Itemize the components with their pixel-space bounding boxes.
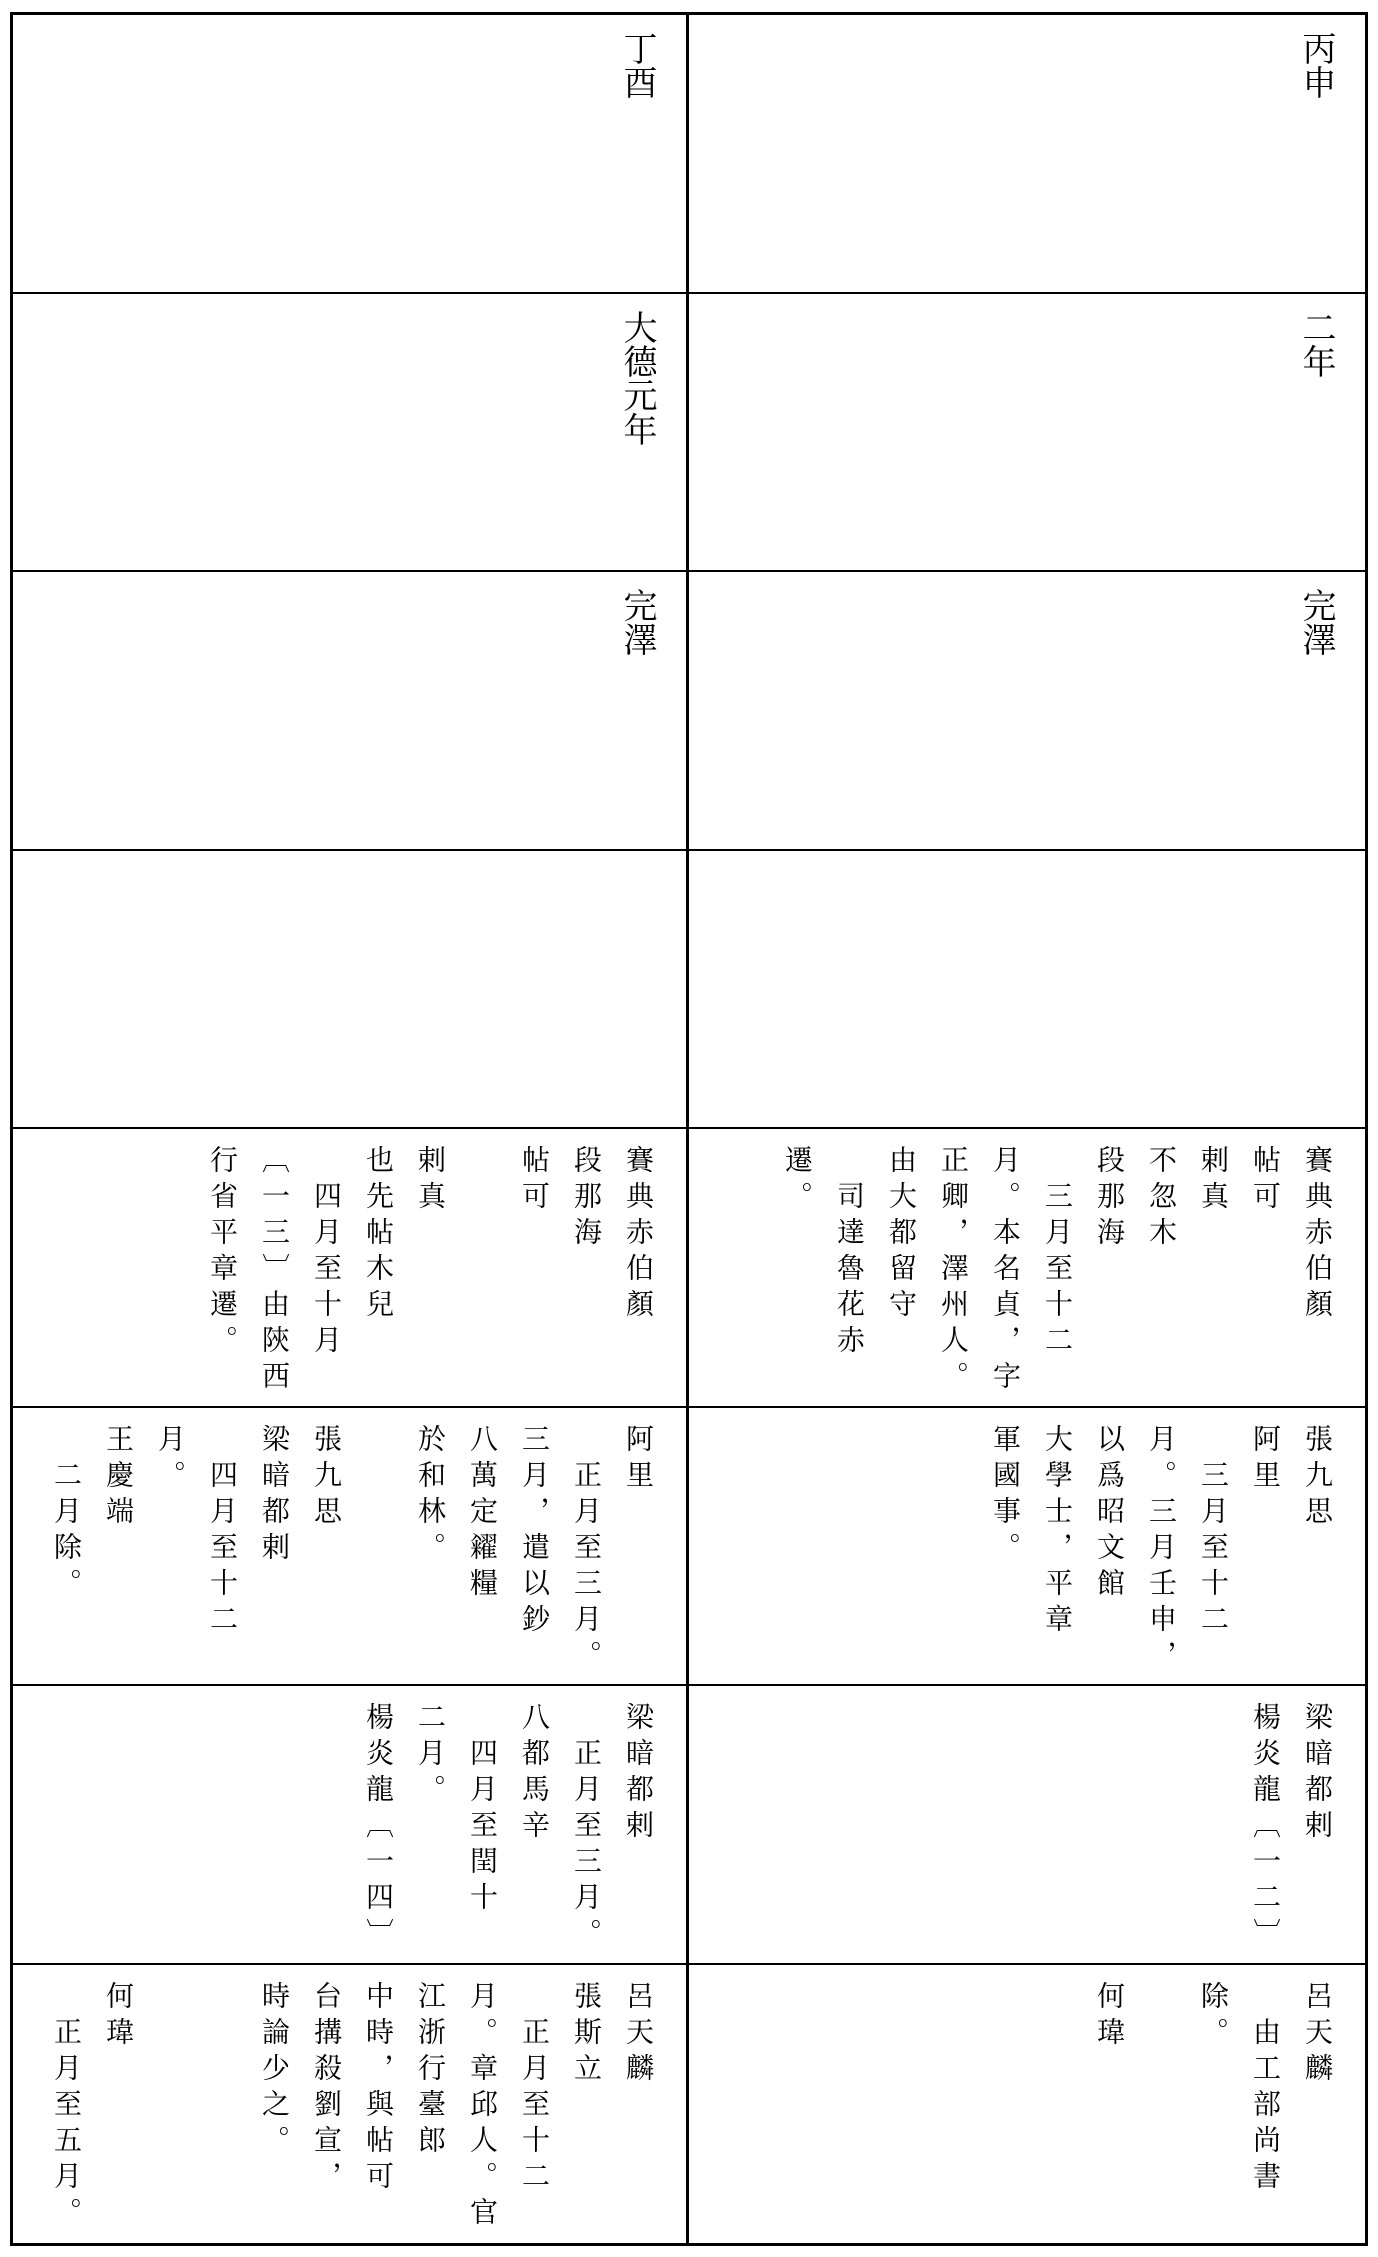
cell-text: 阿里 正月至三月。 三月，遣以鈔 八萬定糴糧 於和林。 張九思 梁暗都剌 四月至十二 月。 王慶端 二月除。 bbox=[50, 1423, 655, 1676]
cell-row8-left bbox=[13, 1965, 689, 2244]
cell-row5-right bbox=[689, 1129, 1365, 1408]
cell-text: 梁暗都剌 楊炎龍〔一二〕 bbox=[1249, 1702, 1334, 1954]
cell-text: 呂天麟 張斯立 正月至十二 月。章邱人。官 江浙行臺郎 中時，與帖可 台搆殺劉宣， 時論少之。 何瑋 正月至五月。 bbox=[50, 1980, 655, 2233]
official-table bbox=[10, 12, 1368, 2246]
cell-row3-right bbox=[689, 572, 1365, 851]
cell-text: 完澤 bbox=[1296, 588, 1336, 656]
cell-row4-left bbox=[13, 851, 689, 1130]
cell-row2-right bbox=[689, 294, 1365, 573]
cell-text: 呂天麟 由工部尚書 除。 何瑋 bbox=[1093, 1980, 1334, 2197]
cell-row1-right bbox=[689, 15, 1365, 294]
cell-row6-left bbox=[13, 1408, 689, 1687]
cell-row6-right bbox=[689, 1408, 1365, 1687]
cell-text: 丙申 bbox=[1296, 31, 1336, 99]
cell-row1-left bbox=[13, 15, 689, 294]
cell-text: 張九思 阿里 三月至十二 月。三月壬申， 以爲昭文館 大學士，平章 軍國事。 bbox=[989, 1423, 1334, 1676]
cell-text: 大德元年 bbox=[617, 309, 657, 446]
cell-row8-right bbox=[689, 1965, 1365, 2244]
cell-text: 丁酉 bbox=[617, 31, 657, 99]
cell-row5-left bbox=[13, 1129, 689, 1408]
cell-text: 完澤 bbox=[617, 588, 657, 656]
cell-row4-right bbox=[689, 851, 1365, 1130]
cell-row2-left bbox=[13, 294, 689, 573]
cell-text: 二年 bbox=[1296, 309, 1336, 378]
cell-text: 賽典赤伯顏 帖可 剌真 不忽木 段那海 三月至十二 月。本名貞，字 正卿，澤州人。 由大都留守 司達魯花赤 遷。 bbox=[781, 1145, 1334, 1397]
cell-text: 梁暗都剌 正月至三月。 八都馬辛 四月至閏十 二月。 楊炎龍〔一四〕 bbox=[362, 1702, 655, 1954]
cell-row3-left bbox=[13, 572, 689, 851]
cell-row7-right bbox=[689, 1686, 1365, 1965]
cell-text: 賽典赤伯顏 段那海 帖可 剌真 也先帖木兒 四月至十月 〔一三〕由陝西 行省平章遷。 bbox=[206, 1145, 655, 1397]
cell-row7-left bbox=[13, 1686, 689, 1965]
